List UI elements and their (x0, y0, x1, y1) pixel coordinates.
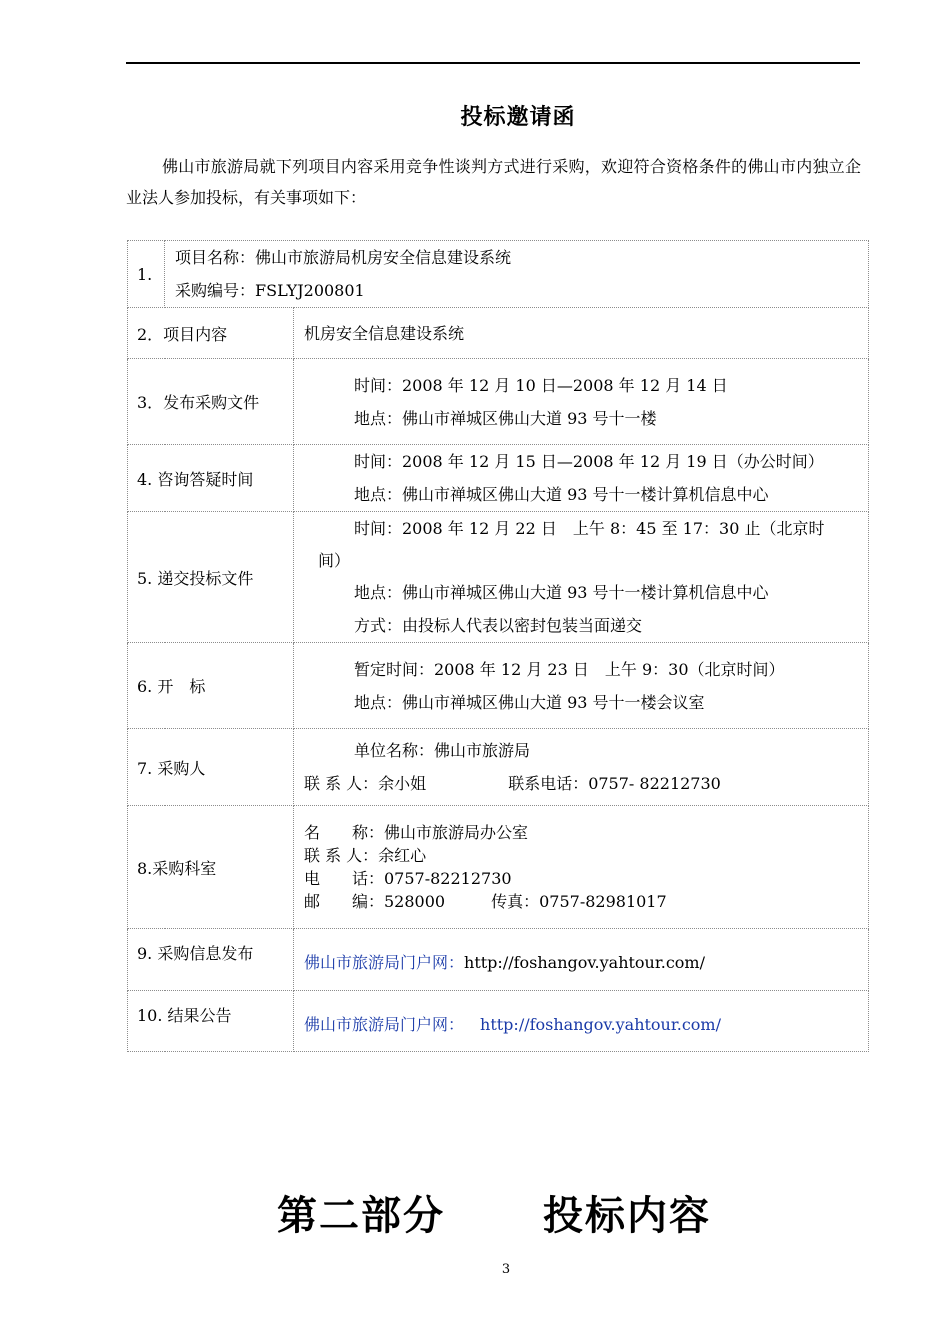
row-value (294, 729, 869, 806)
table-row (128, 308, 869, 359)
purchaser-contact: 联 系 人：余小姐 (304, 774, 427, 793)
intro-paragraph: 佛山市旅游局就下列项目内容采用竞争性谈判方式进行采购，欢迎符合资格条件的佛山市内独立企业法人参加投标，有关事项如下： (126, 157, 861, 207)
release-place: 地点：佛山市禅城区佛山大道 93 号十一楼 (354, 408, 657, 428)
office-contact: 联 系 人：余红心 (304, 846, 427, 865)
row-value (294, 643, 869, 729)
row-label: 1. (128, 241, 165, 308)
table-row (128, 241, 869, 308)
table-row (128, 929, 869, 991)
office-postcode-line (304, 890, 868, 913)
submit-method: 方式：由投标人代表以密封包装当面递交 (354, 616, 643, 635)
office-fax: 传真：0757-82981017 (491, 892, 667, 911)
purchaser-contact-line (304, 767, 868, 800)
portal-url[interactable]: http://foshangov.yahtour.com/ (464, 953, 705, 972)
opening-time: 暂定时间：2008 年 12 月 23 日 上午 9：30（北京时间） (354, 659, 785, 679)
opening-place: 地点：佛山市禅城区佛山大道 93 号十一楼会议室 (354, 692, 705, 712)
office-phone: 电 话：0757-82212730 (304, 869, 512, 888)
row-value (294, 359, 869, 445)
row-label: 3．发布采购文件 (128, 359, 294, 445)
release-time: 时间：2008 年 12 月 10 日—2008 年 12 月 14 日 (354, 375, 728, 395)
row-value (294, 991, 869, 1052)
header-rule (126, 62, 860, 64)
office-postcode: 邮 编：528000 (304, 892, 446, 911)
section-heading (0, 1184, 950, 1241)
row-value (294, 806, 869, 929)
row-value (294, 308, 869, 359)
table-row (128, 512, 869, 643)
project-content: 机房安全信息建设系统 (304, 323, 465, 343)
info-portal-line (304, 946, 868, 979)
purchaser-phone: 联系电话：0757- 82212730 (508, 774, 721, 793)
page-number: 3 (501, 1262, 511, 1277)
result-portal-line (304, 1008, 868, 1041)
row-value (294, 445, 869, 512)
row-label: 6. 开 标 (128, 643, 294, 729)
table-row (128, 991, 869, 1052)
table-row (128, 729, 869, 806)
section-heading-left: 第二部分 (277, 1192, 445, 1239)
consult-place: 地点：佛山市禅城区佛山大道 93 号十一楼计算机信息中心 (354, 485, 769, 504)
project-name: 项目名称：佛山市旅游局机房安全信息建设系统 (175, 248, 512, 267)
section-heading-right: 投标内容 (543, 1192, 711, 1239)
office-name: 名 称：佛山市旅游局办公室 (304, 823, 529, 842)
row-label: 10. 结果公告 (128, 991, 294, 1052)
tender-info-table (127, 240, 869, 1052)
project-code: 采购编号：FSLYJ200801 (175, 281, 365, 300)
consult-time: 时间：2008 年 12 月 15 日—2008 年 12 月 19 日（办公时间） (354, 452, 824, 471)
submit-time-cont: 间） (318, 551, 351, 570)
row-value (294, 512, 869, 643)
row-value (294, 929, 869, 991)
portal-name: 佛山市旅游局门户网： (304, 1014, 465, 1034)
table-row (128, 643, 869, 729)
row-value (165, 241, 869, 308)
row-label: 2．项目内容 (128, 308, 294, 359)
table-row (128, 445, 869, 512)
purchaser-name: 单位名称：佛山市旅游局 (354, 741, 531, 760)
table-row (128, 806, 869, 929)
submit-time: 时间：2008 年 12 月 22 日 上午 8：45 至 17：30 止（北京时 (354, 519, 825, 538)
row-label: 8.采购科室 (128, 806, 294, 929)
row-label: 7. 采购人 (128, 729, 294, 806)
submit-place: 地点：佛山市禅城区佛山大道 93 号十一楼计算机信息中心 (354, 583, 769, 602)
portal-name: 佛山市旅游局门户网： (304, 953, 465, 972)
page-title: 投标邀请函 (460, 104, 576, 130)
table-row (128, 359, 869, 445)
row-label: 5. 递交投标文件 (128, 512, 294, 643)
row-label: 9. 采购信息发布 (128, 929, 294, 991)
portal-url[interactable]: http://foshangov.yahtour.com/ (480, 1014, 721, 1034)
row-label: 4. 咨询答疑时间 (128, 445, 294, 512)
